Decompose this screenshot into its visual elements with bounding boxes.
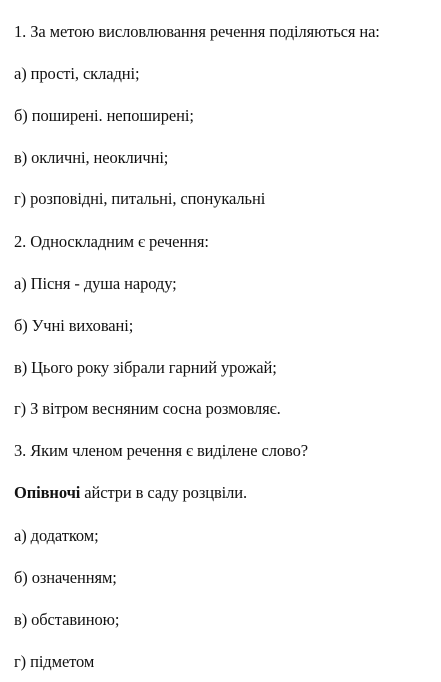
highlighted-word: Опівночі xyxy=(14,483,81,502)
question-2-option-a: а) Пісня - душа народу; xyxy=(14,274,177,293)
question-2-title: 2. Односкладним є речення: xyxy=(14,232,209,251)
question-3-sentence xyxy=(14,483,247,503)
question-1-title: 1. За метою висловлювання речення поділяються на: xyxy=(14,22,380,41)
question-3-option-c: в) обставиною; xyxy=(14,610,120,629)
sentence-rest: айстри в саду розцвіли. xyxy=(80,483,248,502)
question-1-option-a: а) прості, складні; xyxy=(14,64,140,83)
question-2-option-d: г) З вітром весняним сосна розмовляє. xyxy=(14,399,281,418)
question-3-option-b: б) означенням; xyxy=(14,568,117,587)
question-1-option-c: в) окличні, неокличні; xyxy=(14,148,169,167)
question-3-option-d: г) підметом xyxy=(14,652,95,671)
question-3-title: 3. Яким членом речення є виділене слово? xyxy=(14,441,308,460)
question-2-option-c: в) Цього року зібрали гарний урожай; xyxy=(14,358,277,377)
question-1-option-b: б) поширені. непоширені; xyxy=(14,106,194,125)
question-2-option-b: б) Учні виховані; xyxy=(14,316,134,335)
question-1-option-d: г) розповідні, питальні, спонукальні xyxy=(14,189,266,208)
question-3-option-a: а) додатком; xyxy=(14,526,99,545)
